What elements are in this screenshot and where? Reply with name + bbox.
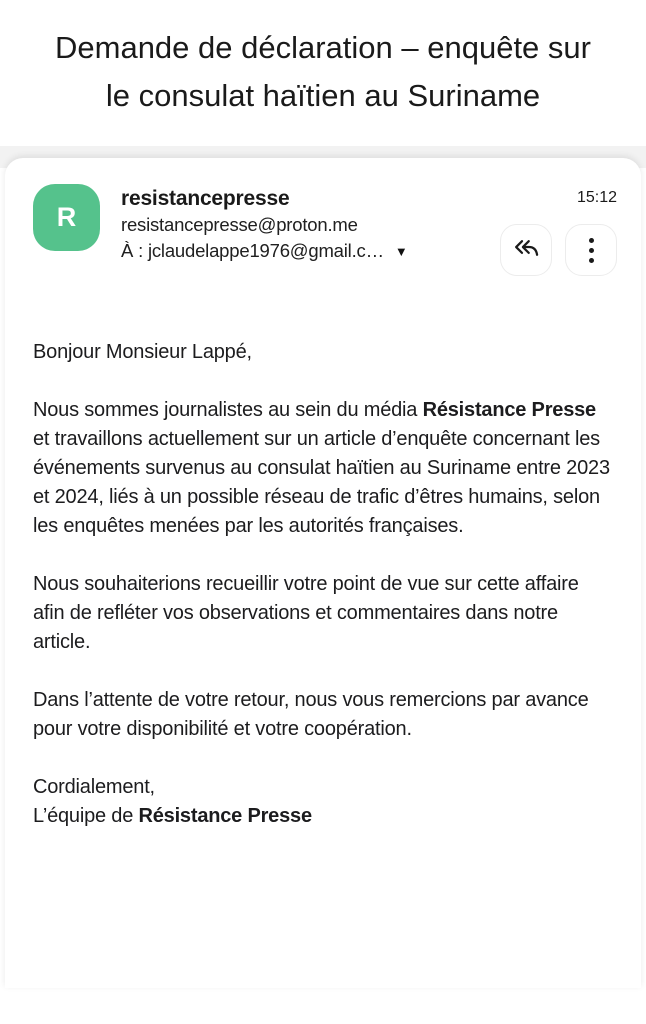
recipient-text: À : jclaudelappe1976@gmail.c… <box>121 240 384 261</box>
request-paragraph: Nous souhaiterions recueillir votre point de vue sur cette affaire afin de refléter vos observations et commentaires dans notre article. <box>33 573 579 653</box>
email-header <box>5 158 641 276</box>
more-options-button[interactable] <box>565 224 617 276</box>
recipient-row[interactable] <box>121 238 492 264</box>
email-subject: Demande de déclaration – enquête sur le consulat haïtien au Suriname <box>55 30 591 113</box>
header-right <box>500 184 617 276</box>
signature-brand-bold: Résistance Presse <box>138 805 312 827</box>
sender-avatar[interactable] <box>33 184 100 251</box>
brand-name-bold: Résistance Presse <box>422 399 596 421</box>
greeting-paragraph: Bonjour Monsieur Lappé, <box>33 341 252 363</box>
sender-name: resistancepresse <box>121 187 290 210</box>
reply-all-button[interactable] <box>500 224 552 276</box>
intro-paragraph: Nous sommes journalistes au sein du média Résistance Presse et travaillons actuellement sur un article d’enquête concernant les événements survenus au consulat haïtien au Suriname entre 2023 et 2024, liés à un possible réseau de trafic d’êtres humains, selon les enquêtes menées par les autorités françaises. <box>33 399 610 537</box>
closing-text: Cordialement, <box>33 776 155 798</box>
thanks-paragraph: Dans l’attente de votre retour, nous vous remercions par avance pour votre disponibilité et votre coopération. <box>33 689 589 740</box>
action-row <box>500 224 617 276</box>
timestamp: 15:12 <box>576 189 617 206</box>
sender-block <box>121 184 492 264</box>
subject-section <box>0 0 646 146</box>
chevron-down-icon[interactable]: ▼ <box>394 244 408 259</box>
email-body <box>5 276 641 871</box>
reply-all-icon <box>513 235 540 265</box>
email-card <box>5 158 641 988</box>
avatar-letter: R <box>56 202 77 232</box>
more-vert-icon <box>589 238 594 263</box>
signature-paragraph: Cordialement, L’équipe de Résistance Presse <box>33 776 312 827</box>
sender-address: resistancepresse@proton.me <box>121 214 358 235</box>
